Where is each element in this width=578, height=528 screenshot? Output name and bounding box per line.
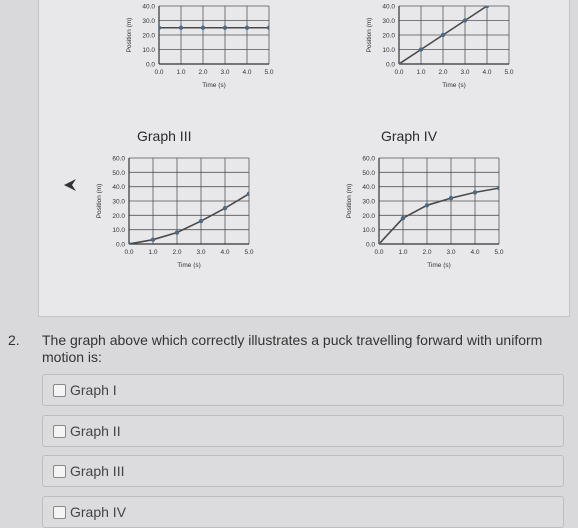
data-point bbox=[267, 26, 271, 30]
data-point bbox=[419, 47, 423, 51]
data-point bbox=[247, 192, 251, 196]
graph-2-chart bbox=[359, 0, 569, 110]
y-tick-label: 60.0 bbox=[112, 155, 125, 163]
series-group bbox=[157, 26, 271, 30]
x-axis-label: Time (s) bbox=[442, 82, 466, 89]
x-tick-label: 2.0 bbox=[172, 249, 182, 256]
data-point bbox=[223, 206, 227, 210]
option-graph-2[interactable] bbox=[42, 415, 564, 447]
y-tick-label: 0.0 bbox=[115, 241, 125, 249]
y-tick-label: 0.0 bbox=[145, 61, 155, 69]
x-tick-label: 2.0 bbox=[198, 69, 208, 76]
graph-4-title: Graph IV bbox=[381, 128, 438, 144]
x-tick-label: 3.0 bbox=[220, 69, 230, 76]
data-point bbox=[401, 216, 405, 220]
series-group bbox=[377, 186, 501, 246]
series-line bbox=[379, 188, 499, 244]
data-point bbox=[449, 196, 453, 200]
y-tick-label: 40.0 bbox=[112, 184, 125, 192]
option-graph-3[interactable] bbox=[42, 455, 564, 487]
option-label: Graph II bbox=[70, 423, 121, 439]
checkbox-icon[interactable] bbox=[53, 384, 66, 397]
data-point bbox=[463, 18, 467, 22]
x-tick-label: 5.0 bbox=[504, 69, 514, 76]
x-tick-label: 4.0 bbox=[482, 69, 492, 76]
data-point bbox=[199, 219, 203, 223]
y-tick-label: 30.0 bbox=[382, 18, 395, 25]
data-point bbox=[127, 242, 131, 246]
x-tick-label: 5.0 bbox=[244, 249, 254, 256]
chart-svg-1 bbox=[119, 0, 329, 110]
series-group bbox=[127, 192, 251, 247]
option-graph-4[interactable] bbox=[42, 496, 564, 528]
x-tick-label: 1.0 bbox=[148, 249, 158, 256]
y-tick-label: 10.0 bbox=[382, 47, 395, 54]
y-tick-label: 40.0 bbox=[362, 184, 375, 192]
series-group bbox=[397, 0, 511, 66]
y-tick-label: 10.0 bbox=[362, 227, 375, 235]
series-line bbox=[399, 0, 509, 64]
y-tick-label: 0.0 bbox=[385, 61, 395, 69]
data-point bbox=[245, 26, 249, 30]
data-point bbox=[151, 238, 155, 242]
y-tick-label: 60.0 bbox=[362, 155, 375, 163]
chart-svg-4 bbox=[329, 150, 549, 290]
graph-1-chart bbox=[119, 0, 329, 110]
x-tick-label: 3.0 bbox=[446, 249, 456, 256]
x-tick-label: 2.0 bbox=[422, 249, 432, 256]
y-axis-label: Position (m) bbox=[366, 17, 373, 53]
option-label: Graph III bbox=[70, 463, 125, 479]
y-tick-label: 40.0 bbox=[382, 3, 395, 11]
figure-panel bbox=[38, 0, 570, 317]
y-tick-label: 30.0 bbox=[112, 198, 125, 206]
data-point bbox=[473, 190, 477, 194]
checkbox-icon[interactable] bbox=[53, 425, 66, 438]
y-tick-label: 20.0 bbox=[112, 212, 125, 220]
question-number: 2. bbox=[8, 332, 20, 348]
data-point bbox=[157, 26, 161, 30]
chart-svg-3 bbox=[79, 150, 299, 290]
y-tick-label: 50.0 bbox=[112, 169, 125, 177]
y-tick-label: 20.0 bbox=[362, 212, 375, 220]
option-graph-1[interactable] bbox=[42, 374, 564, 406]
x-tick-label: 5.0 bbox=[494, 249, 504, 256]
data-point bbox=[441, 33, 445, 37]
graph-4-chart bbox=[329, 150, 549, 290]
y-tick-label: 30.0 bbox=[362, 198, 375, 206]
data-point bbox=[377, 242, 381, 246]
x-tick-label: 1.0 bbox=[398, 249, 408, 256]
x-tick-label: 0.0 bbox=[154, 69, 164, 76]
x-axis-label: Time (s) bbox=[202, 82, 226, 89]
x-tick-label: 1.0 bbox=[176, 69, 186, 76]
y-axis-label: Position (m) bbox=[346, 183, 353, 219]
data-point bbox=[179, 26, 183, 30]
y-tick-label: 0.0 bbox=[365, 241, 375, 249]
x-tick-label: 0.0 bbox=[374, 249, 384, 256]
x-tick-label: 0.0 bbox=[394, 69, 404, 76]
y-tick-label: 20.0 bbox=[142, 32, 155, 40]
graph-3-title: Graph III bbox=[137, 128, 192, 144]
y-tick-label: 10.0 bbox=[112, 227, 125, 235]
data-point bbox=[485, 4, 489, 8]
x-axis-label: Time (s) bbox=[177, 262, 201, 269]
data-point bbox=[425, 203, 429, 207]
y-tick-label: 20.0 bbox=[382, 32, 395, 40]
question-text: The graph above which correctly illustrates a puck travelling forward with uniform motion is: bbox=[42, 332, 543, 365]
data-point bbox=[497, 186, 501, 190]
data-point bbox=[175, 230, 179, 234]
y-axis-label: Position (m) bbox=[126, 17, 133, 53]
x-tick-label: 4.0 bbox=[470, 249, 480, 256]
checkbox-icon[interactable] bbox=[53, 506, 66, 519]
chart-svg-2 bbox=[359, 0, 569, 110]
option-label: Graph IV bbox=[70, 504, 127, 520]
y-tick-label: 30.0 bbox=[142, 18, 155, 25]
option-label: Graph I bbox=[70, 382, 117, 398]
x-tick-label: 3.0 bbox=[196, 249, 206, 256]
x-axis-label: Time (s) bbox=[427, 262, 451, 269]
cursor-icon bbox=[62, 177, 78, 193]
x-tick-label: 4.0 bbox=[242, 69, 252, 76]
checkbox-icon[interactable] bbox=[53, 465, 66, 478]
graph-3-chart bbox=[79, 150, 299, 290]
y-tick-label: 40.0 bbox=[142, 3, 155, 11]
y-tick-label: 10.0 bbox=[142, 47, 155, 54]
y-tick-label: 50.0 bbox=[362, 169, 375, 177]
data-point bbox=[223, 26, 227, 30]
x-tick-label: 4.0 bbox=[220, 249, 230, 256]
data-point bbox=[201, 26, 205, 30]
data-point bbox=[397, 62, 401, 66]
x-tick-label: 1.0 bbox=[416, 69, 426, 76]
x-tick-label: 5.0 bbox=[264, 69, 274, 76]
x-tick-label: 3.0 bbox=[460, 69, 470, 76]
y-axis-label: Position (m) bbox=[96, 183, 103, 219]
x-tick-label: 2.0 bbox=[438, 69, 448, 76]
x-tick-label: 0.0 bbox=[124, 249, 134, 256]
